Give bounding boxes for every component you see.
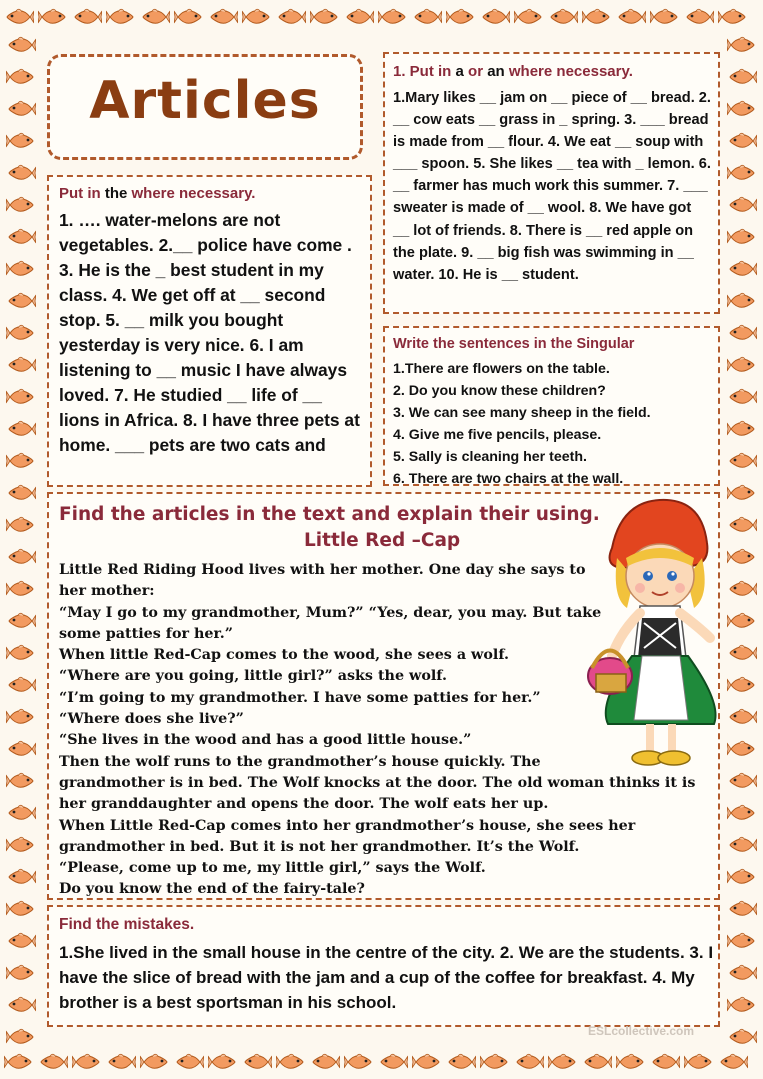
story-line: “Where are you going, little girl?” asks the wolf. (59, 668, 447, 685)
goldfish-icon (6, 322, 36, 344)
watermark: ESLcollective.com (588, 1024, 695, 1038)
goldfish-icon (6, 994, 36, 1016)
goldfish-icon (6, 258, 36, 280)
list-item: 6. There are two chairs at the wall. (393, 471, 624, 486)
goldfish-icon (310, 1051, 340, 1073)
goldfish-icon (650, 1051, 680, 1073)
story-line: her mother: (59, 583, 155, 600)
goldfish-icon (6, 930, 36, 952)
goldfish-icon (514, 6, 544, 28)
goldfish-icon (6, 706, 36, 728)
goldfish-icon (6, 290, 36, 312)
goldfish-icon (727, 418, 757, 440)
list-item: 2. Do you know these children? (393, 383, 606, 399)
goldfish-icon (344, 1051, 374, 1073)
heading-part: an (487, 63, 505, 80)
goldfish-icon (446, 1051, 476, 1073)
exercise-mistakes-text: 1.She lived in the small house in the centre of the city. 2. We are the students. 3. I have the slice of bread with the jam and a cup of the coffee for breakfast. 4. My brother is a best sportsman in his school. (59, 943, 714, 1012)
goldfish-icon (6, 898, 36, 920)
goldfish-icon (727, 34, 757, 56)
goldfish-icon (6, 450, 36, 472)
goldfish-icon (727, 386, 757, 408)
page-title: Articles (89, 71, 321, 131)
exercise-story-heading: Find the articles in the text and explain their using. (59, 504, 600, 525)
goldfish-icon (582, 1051, 612, 1073)
goldfish-icon (727, 994, 757, 1016)
goldfish-icon (727, 258, 757, 280)
goldfish-icon (684, 6, 714, 28)
goldfish-icon (727, 866, 757, 888)
goldfish-icon (6, 834, 36, 856)
goldfish-icon (38, 1051, 68, 1073)
story-line: grandmother in bed. But it is not her grandmother. It’s the Wolf. (59, 838, 580, 855)
story-line: “She lives in the wood and has a good little house.” (59, 732, 472, 749)
exercise-the-heading (59, 185, 255, 202)
goldfish-icon (412, 1051, 442, 1073)
list-item: 1.There are flowers on the table. (393, 361, 610, 377)
goldfish-icon (310, 6, 340, 28)
goldfish-icon (480, 1051, 510, 1073)
list-item: 4. Give me five pencils, please. (393, 427, 602, 443)
story-line: Then the wolf runs to the grandmother’s house quickly. The (59, 753, 541, 770)
story-line: When little Red-Cap comes to the wood, she sees a wolf. (59, 647, 509, 664)
heading-part: a (455, 63, 464, 80)
goldfish-icon (6, 738, 36, 760)
goldfish-icon (684, 1051, 714, 1073)
story-text (59, 560, 714, 901)
story-line: “Please, come up to me, my little girl,” says the Wolf. (59, 860, 486, 877)
goldfish-icon (480, 6, 510, 28)
goldfish-icon (6, 642, 36, 664)
story-line: grandmother is in bed. The Wolf knocks at the door. The old woman thinks it is (59, 774, 696, 791)
goldfish-icon (727, 1026, 757, 1048)
goldfish-icon (727, 930, 757, 952)
goldfish-icon (718, 1051, 748, 1073)
goldfish-icon (727, 98, 757, 120)
exercise-the-text: 1. …. water-melons are not vegetables. 2.__ police have come . 3. He is the _ best student in my class. 4. We get off at __ second stop. 5. __ milk you bought yesterday is very nice. 6. I am listening to __ music I have always loved. 7. He studied __ life of __ lions in Africa. 8. I have three pets at home. ___ pets are two cats and (59, 210, 360, 455)
goldfish-icon (106, 6, 136, 28)
goldfish-icon (72, 1051, 102, 1073)
goldfish-icon (6, 482, 36, 504)
goldfish-icon (727, 290, 757, 312)
exercise-singular-box (383, 326, 720, 486)
goldfish-icon (6, 1026, 36, 1048)
goldfish-icon (548, 6, 578, 28)
goldfish-icon (6, 578, 36, 600)
goldfish-icon (140, 1051, 170, 1073)
goldfish-icon (174, 6, 204, 28)
goldfish-icon (6, 418, 36, 440)
heading-part: 1. Put in (393, 63, 456, 80)
goldfish-icon (6, 514, 36, 536)
heading-part: or (463, 63, 488, 80)
goldfish-icon (582, 6, 612, 28)
goldfish-icon (208, 1051, 238, 1073)
heading-part: the (104, 185, 128, 202)
goldfish-icon (727, 898, 757, 920)
title-box (47, 54, 363, 160)
list-item: 3. We can see many sheep in the field. (393, 405, 651, 421)
goldfish-icon (276, 1051, 306, 1073)
goldfish-icon (727, 226, 757, 248)
goldfish-icon (6, 98, 36, 120)
goldfish-icon (6, 130, 36, 152)
goldfish-icon (548, 1051, 578, 1073)
goldfish-icon (6, 34, 36, 56)
heading-part: where necessary. (504, 63, 633, 80)
goldfish-icon (174, 1051, 204, 1073)
goldfish-icon (378, 6, 408, 28)
story-line: Do you know the end of the fairy-tale? (59, 881, 365, 898)
goldfish-icon (6, 162, 36, 184)
goldfish-icon (6, 386, 36, 408)
heading-part: where necessary. (127, 185, 256, 202)
goldfish-icon (6, 354, 36, 376)
goldfish-icon (38, 6, 68, 28)
goldfish-icon (727, 962, 757, 984)
story-line: Little Red Riding Hood lives with her mother. One day she says to (59, 562, 586, 578)
story-line: “Where does she live?” (59, 711, 244, 728)
goldfish-icon (344, 6, 374, 28)
exercise-a-an-heading (393, 63, 633, 80)
heading-part: Put in (59, 185, 105, 202)
story-line: “May I go to my grandmother, Mum?” “Yes, dear, you may. But take (59, 604, 602, 621)
exercise-mistakes-box (47, 905, 720, 1027)
goldfish-icon (727, 162, 757, 184)
goldfish-icon (6, 66, 36, 88)
goldfish-icon (727, 66, 757, 88)
goldfish-icon (6, 674, 36, 696)
goldfish-icon (727, 834, 757, 856)
exercise-story-box (47, 492, 720, 900)
exercise-the-box (47, 175, 372, 487)
goldfish-icon (140, 6, 170, 28)
story-line: When Little Red-Cap comes into her grandmother’s house, she sees her (59, 817, 636, 834)
goldfish-icon (6, 802, 36, 824)
goldfish-icon (4, 6, 34, 28)
goldfish-icon (242, 6, 272, 28)
list-item: 5. Sally is cleaning her teeth. (393, 449, 587, 465)
story-line: her granddaughter and opens the door. The wolf eats her up. (59, 796, 549, 813)
goldfish-icon (6, 610, 36, 632)
goldfish-icon (650, 6, 680, 28)
story-title: Little Red –Cap (304, 530, 461, 551)
goldfish-icon (6, 962, 36, 984)
goldfish-icon (718, 6, 748, 28)
goldfish-icon (106, 1051, 136, 1073)
exercise-a-an-text: 1.Mary likes __ jam on __ piece of __ bread. 2. __ cow eats __ grass in _ spring. 3. ___ bread is made from __ flour. 4. We eat __ soup with ___ spoon. 5. She likes __ tea with _ lemon. 6. __ farmer has much work this summer. 7. ___ sweater is made of __ wool. 8. We have got __ lot of friends. 8. There is __ red apple on the plate. 9. __ big fish was swimming in __ water. 10. He is __ student. (393, 90, 711, 283)
goldfish-icon (727, 450, 757, 472)
goldfish-icon (6, 194, 36, 216)
story-line: “I’m going to my grandmother. I have some patties for her.” (59, 689, 541, 706)
goldfish-icon (412, 6, 442, 28)
goldfish-icon (4, 1051, 34, 1073)
goldfish-icon (378, 1051, 408, 1073)
goldfish-icon (6, 770, 36, 792)
goldfish-icon (208, 6, 238, 28)
goldfish-icon (242, 1051, 272, 1073)
goldfish-icon (727, 354, 757, 376)
goldfish-icon (6, 546, 36, 568)
goldfish-icon (727, 802, 757, 824)
goldfish-icon (727, 130, 757, 152)
goldfish-icon (276, 6, 306, 28)
goldfish-icon (6, 226, 36, 248)
story-line: some patties for her.” (59, 625, 233, 642)
goldfish-icon (616, 1051, 646, 1073)
goldfish-icon (72, 6, 102, 28)
goldfish-icon (446, 6, 476, 28)
goldfish-icon (6, 866, 36, 888)
exercise-singular-list (393, 358, 715, 486)
goldfish-icon (616, 6, 646, 28)
goldfish-icon (727, 322, 757, 344)
exercise-mistakes-heading: Find the mistakes. (59, 916, 195, 933)
exercise-a-an-box (383, 52, 720, 314)
exercise-singular-heading: Write the sentences in the Singular (393, 336, 635, 352)
goldfish-icon (727, 194, 757, 216)
goldfish-icon (514, 1051, 544, 1073)
